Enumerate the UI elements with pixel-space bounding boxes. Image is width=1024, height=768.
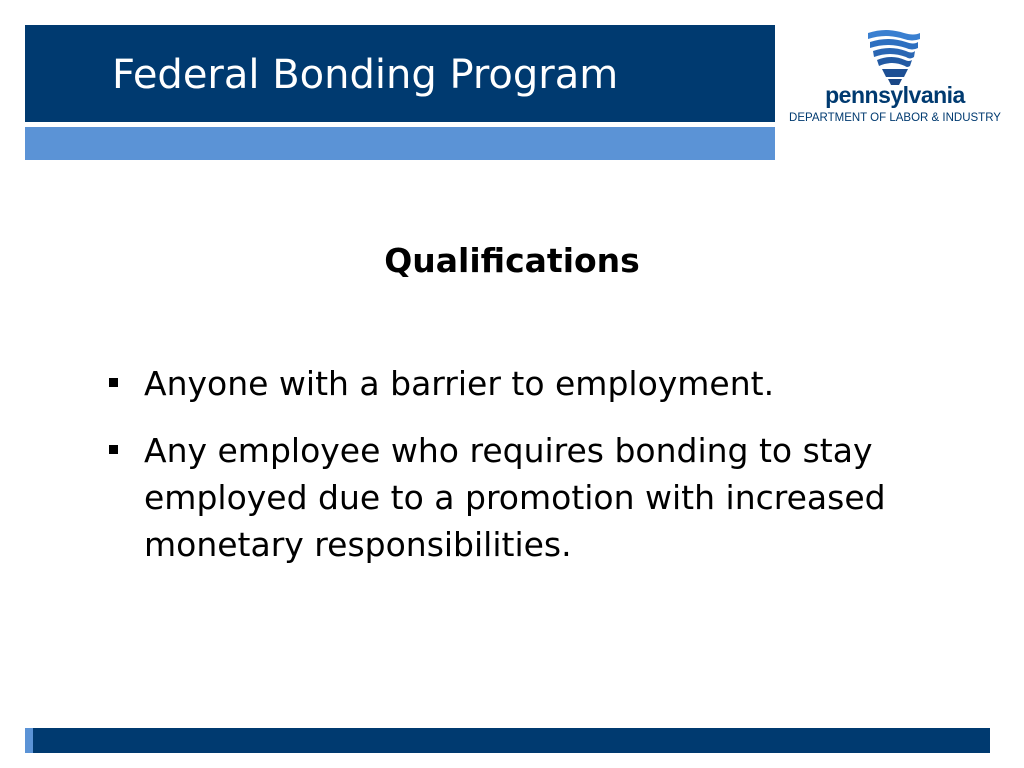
square-bullet-icon bbox=[109, 445, 118, 454]
bullet-text: Any employee who requires bonding to stay employed due to a promotion with increased monetary responsibilities. bbox=[144, 431, 886, 564]
title-accent-bar bbox=[25, 127, 775, 160]
keystone-flag-icon bbox=[864, 27, 924, 87]
bullet-item bbox=[107, 360, 907, 407]
logo-subtitle: DEPARTMENT OF LABOR & INDUSTRY bbox=[789, 112, 1001, 124]
pa-labor-logo bbox=[778, 25, 1014, 135]
bullet-item bbox=[107, 427, 907, 568]
bullet-text: Anyone with a barrier to employment. bbox=[144, 364, 775, 403]
bullet-list bbox=[107, 360, 907, 588]
logo-wordmark: pennsylvania bbox=[825, 82, 965, 108]
square-bullet-icon bbox=[109, 378, 118, 387]
section-heading: Qualifications bbox=[384, 241, 640, 280]
footer-bar bbox=[25, 728, 990, 753]
slide-title: Federal Bonding Program bbox=[112, 52, 619, 98]
footer-accent bbox=[25, 728, 33, 753]
